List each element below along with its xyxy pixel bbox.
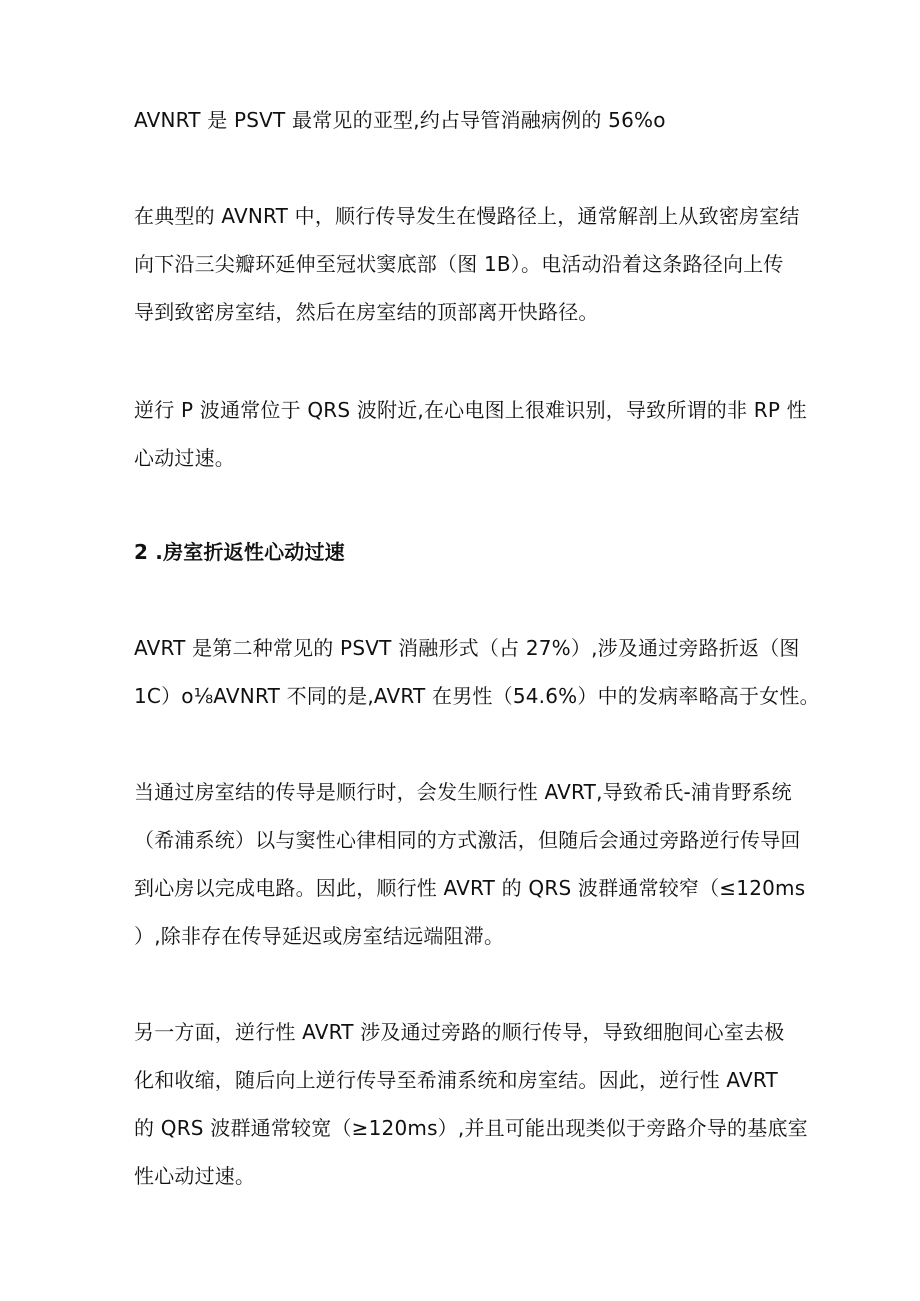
text-line: 在典型的 AVNRT 中，顺行传导发生在慢路径上，通常解剖上从致密房室结 — [134, 204, 800, 228]
text-line: 逆行 P 波通常位于 QRS 波附近,在心电图上很难识别，导致所谓的非 RP 性 — [134, 398, 807, 422]
text-line: 另一方面，逆行性 AVRT 涉及通过旁路的顺行传导，导致细胞间心室去极 — [134, 1020, 785, 1044]
text-line: ）,除非存在传导延迟或房室结远端阻滞。 — [134, 924, 505, 948]
text-line: 的 QRS 波群通常较宽（≥120ms）,并且可能出现类似于旁路介导的基底室 — [134, 1116, 808, 1140]
text-line: （希浦系统）以与窦性心律相同的方式激活，但随后会通过旁路逆行传导回 — [134, 828, 801, 852]
text-line: 化和收缩，随后向上逆行传导至希浦系统和房室结。因此，逆行性 AVRT — [134, 1068, 778, 1092]
text-line: 当通过房室结的传导是顺行时，会发生顺行性 AVRT,导致希氏-浦肯野系统 — [134, 780, 792, 804]
text-line: 1C）o⅛AVNRT 不同的是,AVRT 在男性（54.6%）中的发病率略高于女性。 — [134, 684, 820, 708]
text-line: 向下沿三尖瓣环延伸至冠状窦底部（图 1B）。电活动沿着这条路径向上传 — [134, 252, 784, 276]
text-line: 导到致密房室结，然后在房室结的顶部离开快路径。 — [134, 300, 599, 324]
text-line: AVRT 是第二种常见的 PSVT 消融形式（占 27%）,涉及通过旁路折返（图 — [134, 636, 800, 660]
text-line: 性心动过速。 — [134, 1164, 256, 1188]
text-line: 到心房以完成电路。因此，顺行性 AVRT 的 QRS 波群通常较窄（≤120ms — [134, 876, 806, 900]
text-line: AVNRT 是 PSVT 最常见的亚型,约占导管消融病例的 56%o — [134, 108, 666, 132]
section-heading: 2 .房室折返性心动过速 — [134, 540, 345, 564]
text-line: 心动过速。 — [134, 446, 235, 470]
